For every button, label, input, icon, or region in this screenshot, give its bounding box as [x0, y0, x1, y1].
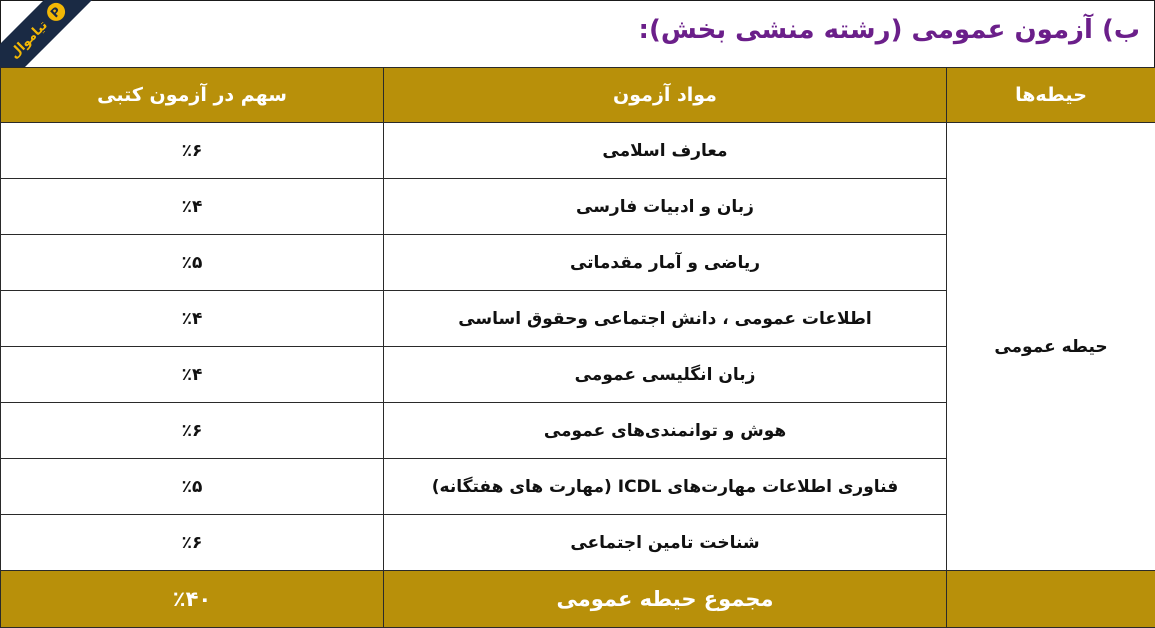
subject-cell: شناخت تامین اجتماعی — [384, 515, 947, 571]
share-cell: ٪۶ — [1, 123, 384, 179]
share-cell: ٪۴ — [1, 291, 384, 347]
page-title: ب) آزمون عمومی (رشته منشی بخش): — [638, 15, 1140, 45]
total-row — [1, 571, 1155, 628]
subject-cell: زبان و ادبیات فارسی — [384, 179, 947, 235]
column-header-domain: حیطه‌ها — [947, 68, 1155, 123]
logo-icon: P — [43, 0, 68, 25]
logo-text: تیاموال — [6, 17, 51, 62]
column-header-subject: مواد آزمون — [384, 68, 947, 123]
column-header-share: سهم در آزمون کتبی — [1, 68, 384, 123]
domain-cell: حیطه عمومی — [947, 123, 1155, 571]
subject-cell: معارف اسلامی — [384, 123, 947, 179]
total-empty-cell — [947, 571, 1155, 628]
share-cell: ٪۵ — [1, 459, 384, 515]
subject-cell: زبان انگلیسی عمومی — [384, 347, 947, 403]
share-cell: ٪۵ — [1, 235, 384, 291]
total-label: مجموع حیطه عمومی — [384, 571, 947, 628]
subject-cell: ریاضی و آمار مقدماتی — [384, 235, 947, 291]
subject-cell: اطلاعات عمومی ، دانش اجتماعی وحقوق اساسی — [384, 291, 947, 347]
share-cell: ٪۶ — [1, 515, 384, 571]
exam-table — [0, 67, 1155, 628]
subject-cell: فناوری اطلاعات مهارت‌های ICDL (مهارت های هفتگانه) — [384, 459, 947, 515]
subject-cell: هوش و توانمندی‌های عمومی — [384, 403, 947, 459]
share-cell: ٪۶ — [1, 403, 384, 459]
table-row — [1, 123, 1155, 179]
table-header-row — [1, 68, 1155, 123]
total-share: ٪۴۰ — [1, 571, 384, 628]
title-bar — [0, 0, 1155, 68]
share-cell: ٪۴ — [1, 179, 384, 235]
share-cell: ٪۴ — [1, 347, 384, 403]
